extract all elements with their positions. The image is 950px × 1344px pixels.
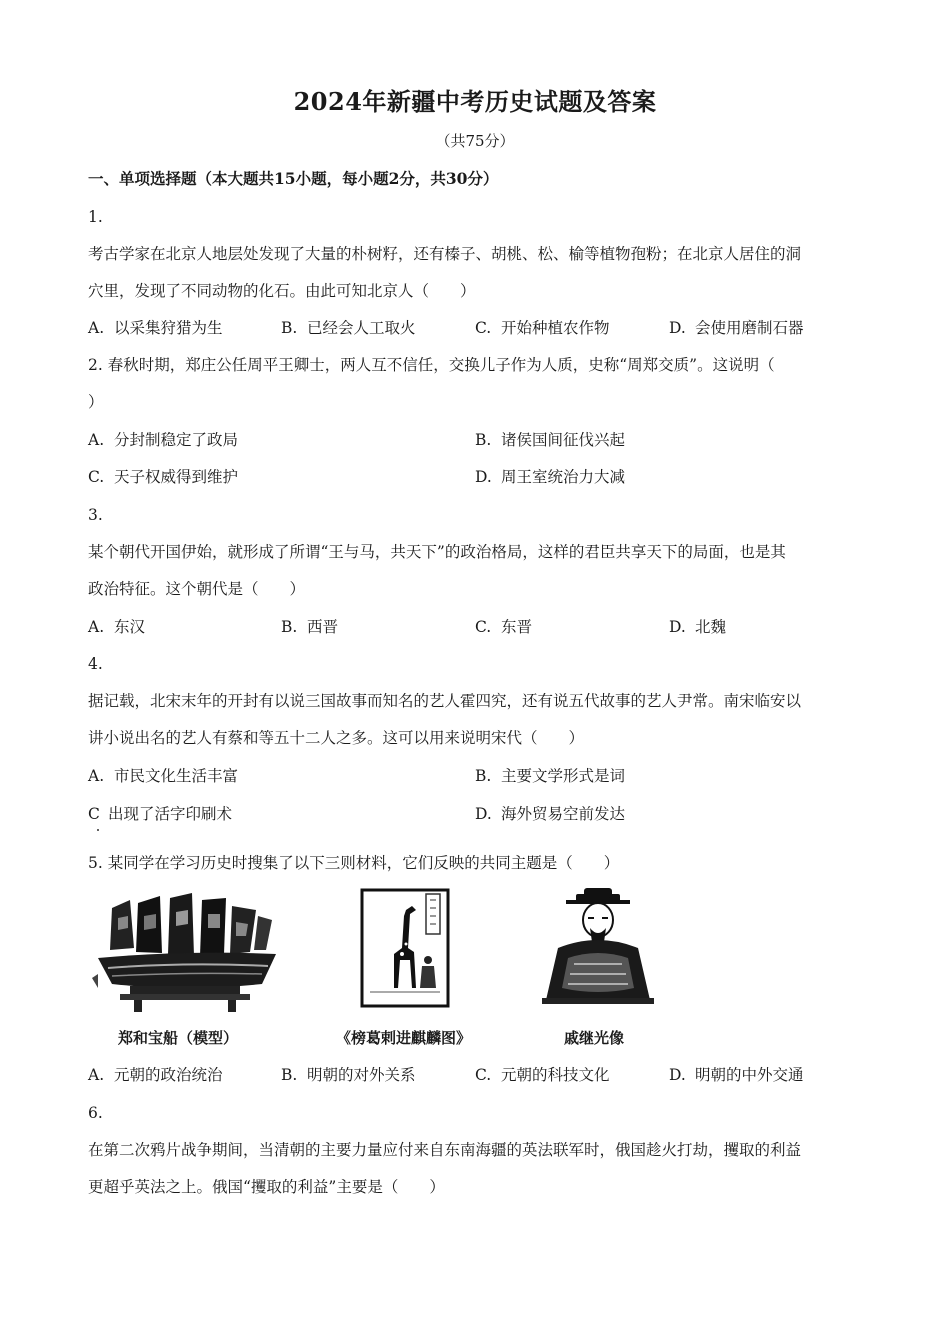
q2-option-a xyxy=(88,429,238,451)
option-text: 主要文学形式是词 xyxy=(501,767,626,785)
option-text: 以采集狩猎为生 xyxy=(114,319,223,337)
q3-option-b xyxy=(281,616,338,638)
q2-option-c xyxy=(88,466,238,488)
option-text: 东汉 xyxy=(114,618,146,636)
option-letter: D. xyxy=(475,468,492,486)
option-text: 开始种植农作物 xyxy=(501,319,610,337)
option-letter: D. xyxy=(669,618,686,636)
question-1-stem-2: 穴里，发现了不同动物的化石。由此可知北京人（ ） xyxy=(88,282,476,300)
q4-option-b xyxy=(475,765,625,787)
option-text: 诸侯国间征伐兴起 xyxy=(501,431,626,449)
question-4-stem-2: 讲小说出名的艺人有蔡和等五十二人之多。这可以用来说明宋代（ ） xyxy=(88,729,585,747)
q2-option-d xyxy=(475,466,625,488)
question-2-stem-2: ） xyxy=(88,393,104,411)
option-letter: C xyxy=(88,805,100,823)
question-4-number: 4. xyxy=(88,655,103,673)
q4-option-d xyxy=(475,803,625,825)
option-letter: A. xyxy=(88,767,105,785)
option-letter: B. xyxy=(475,431,492,449)
option-letter: B. xyxy=(475,767,492,785)
portrait-illustration xyxy=(538,888,658,1008)
option-letter: D. xyxy=(475,805,492,823)
page-title: 2024年新疆中考历史试题及答案 xyxy=(293,87,657,116)
question-6-stem-2: 更超乎英法之上。俄国“攫取的利益”主要是（ ） xyxy=(88,1178,445,1196)
option-text: 市民文化生活丰富 xyxy=(114,767,239,785)
option-letter: C. xyxy=(475,1066,492,1084)
q5-option-b xyxy=(281,1064,416,1086)
question-6-stem: 在第二次鸦片战争期间，当清朝的主要力量应付来自东南海疆的英法联军时，俄国趁火打劫，攫取的利益 xyxy=(88,1141,802,1159)
question-2-stem: 2. 春秋时期，郑庄公任周平王卿士，两人互不信任，交换儿子作为人质，史称“周郑交质”。这说明（ xyxy=(88,356,775,374)
question-3-number: 3. xyxy=(88,506,103,524)
section-heading: 一、单项选择题（本大题共15小题，每小题2分，共30分） xyxy=(88,169,499,188)
option-letter: A. xyxy=(88,319,105,337)
q5-option-c xyxy=(475,1064,610,1086)
option-text: 会使用磨制石器 xyxy=(695,319,804,337)
option-letter: A. xyxy=(88,431,105,449)
option-letter: D. xyxy=(669,1066,686,1084)
option-text: 东晋 xyxy=(501,618,533,636)
option-text: 天子权威得到维护 xyxy=(114,468,239,486)
option-letter: A. xyxy=(88,1066,105,1084)
caption-giraffe: 《榜葛剌进麒麟图》 xyxy=(336,1029,472,1047)
q3-option-a xyxy=(88,616,145,638)
option-letter: D. xyxy=(669,319,686,337)
q3-option-c xyxy=(475,616,532,638)
q4-option-a xyxy=(88,765,238,787)
treasure-ship-image xyxy=(90,888,280,1018)
option-letter: B. xyxy=(281,1066,298,1084)
giraffe-illustration xyxy=(360,888,450,1008)
option-letter: C. xyxy=(88,468,105,486)
option-text: 西晋 xyxy=(307,618,339,636)
option-text: 海外贸易空前发达 xyxy=(501,805,626,823)
question-1-stem: 考古学家在北京人地层处发现了大量的朴树籽，还有榛子、胡桃、松、榆等植物孢粉；在北京人居住的洞 xyxy=(88,245,802,263)
q5-option-d xyxy=(669,1064,804,1086)
option-text: 明朝的对外关系 xyxy=(307,1066,416,1084)
option-letter: B. xyxy=(281,618,298,636)
option-letter: C. xyxy=(475,618,492,636)
giraffe-painting-image xyxy=(360,888,450,1008)
qi-jiguang-portrait-image xyxy=(538,888,658,1008)
option-text: 出现了活字印刷术 xyxy=(108,805,233,823)
q4-option-c xyxy=(88,803,232,825)
option-text: 分封制稳定了政局 xyxy=(114,431,239,449)
option-text: 周王室统治力大减 xyxy=(501,468,626,486)
q1-option-b xyxy=(281,317,416,339)
q1-option-d xyxy=(669,317,804,339)
q1-option-a xyxy=(88,317,223,339)
question-1-number: 1. xyxy=(88,208,103,226)
option-text: 明朝的中外交通 xyxy=(695,1066,804,1084)
question-5-stem: 5. 某同学在学习历史时搜集了以下三则材料，它们反映的共同主题是（ ） xyxy=(88,854,620,872)
q5-option-a xyxy=(88,1064,223,1086)
caption-portrait: 戚继光像 xyxy=(564,1029,625,1047)
q2-option-b xyxy=(475,429,625,451)
option-text: 北魏 xyxy=(695,618,727,636)
page-subtitle: （共75分） xyxy=(435,132,515,150)
option-text: 元朝的科技文化 xyxy=(501,1066,610,1084)
question-6-number: 6. xyxy=(88,1104,103,1122)
question-3-stem-2: 政治特征。这个朝代是（ ） xyxy=(88,580,306,598)
question-3-stem: 某个朝代开国伊始，就形成了所谓“王与马，共天下”的政治格局，这样的君臣共享天下的局面，也是其 xyxy=(88,543,786,561)
q3-option-d xyxy=(669,616,726,638)
option-letter: C. xyxy=(475,319,492,337)
option-text: 已经会人工取火 xyxy=(307,319,416,337)
option-letter: A. xyxy=(88,618,105,636)
stray-dot xyxy=(97,829,99,831)
option-letter: B. xyxy=(281,319,298,337)
question-4-stem: 据记载，北宋末年的开封有以说三国故事而知名的艺人霍四究，还有说五代故事的艺人尹常。南宋临安以 xyxy=(88,692,802,710)
q1-option-c xyxy=(475,317,610,339)
option-text: 元朝的政治统治 xyxy=(114,1066,223,1084)
caption-ship: 郑和宝船（模型） xyxy=(118,1029,239,1047)
ship-illustration xyxy=(90,888,280,1018)
